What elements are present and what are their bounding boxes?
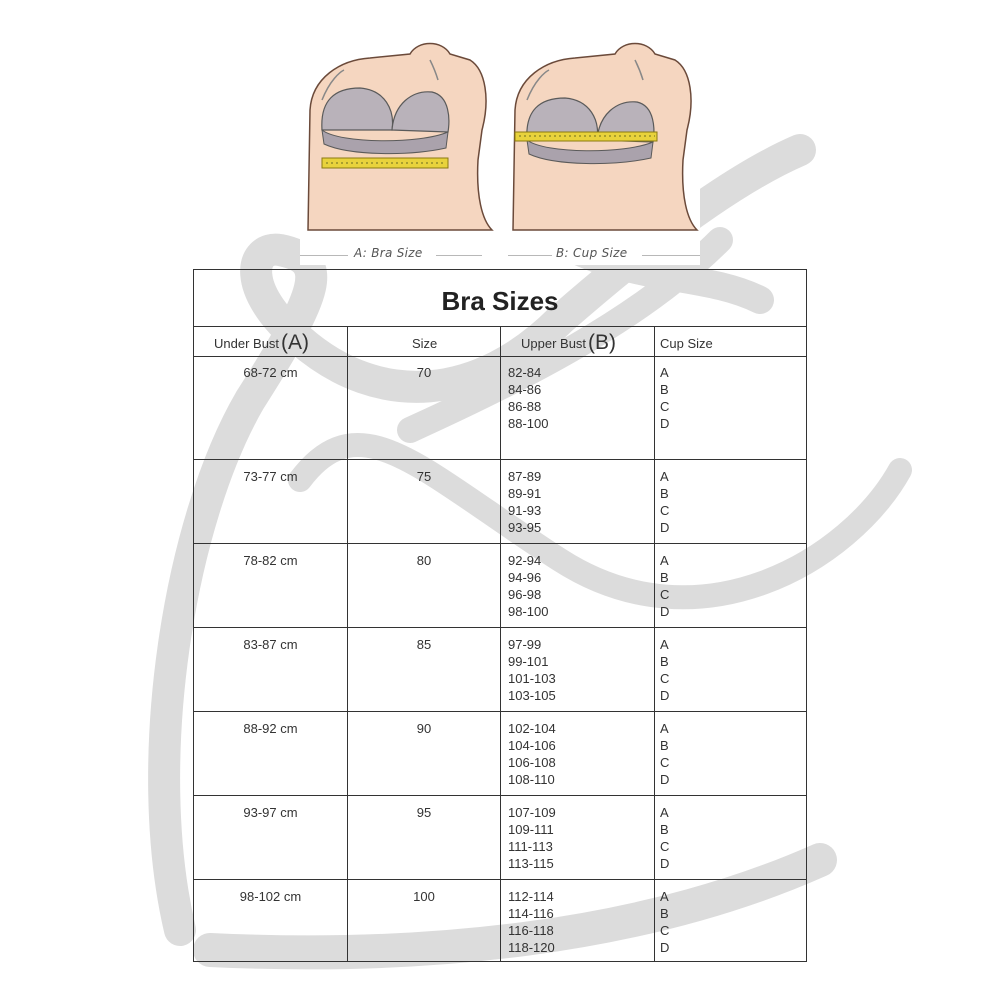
row-divider [194,879,806,880]
upper-bust-value: 102-104 [508,721,556,736]
cell-under-bust: 68-72 cm [243,365,298,380]
upper-bust-value: 104-106 [508,738,556,753]
cup-value: B [660,738,669,753]
upper-bust-value: 94-96 [508,570,542,585]
cell-upper-bust [508,804,556,872]
cell-size: 95 [416,805,432,820]
upper-bust-value: 109-111 [508,822,554,837]
cup-value: B [660,486,669,501]
header-upper-bust-mark: (B) [588,331,617,354]
upper-bust-value: 112-114 [508,889,554,904]
upper-bust-value: 106-108 [508,755,556,770]
cell-cup-size [660,364,669,432]
upper-bust-value: 93-95 [508,520,542,535]
cell-cup-size [660,888,669,956]
cup-value: A [660,553,669,568]
header-cup-size: Cup Size [660,335,713,351]
caption-divider [642,255,700,256]
caption-bra-size: A: Bra Size [354,246,423,260]
cell-cup-size [660,804,669,872]
cup-value: A [660,637,669,652]
upper-bust-value: 86-88 [508,399,542,414]
cup-value: C [660,671,670,686]
upper-bust-value: 96-98 [508,587,542,602]
cell-cup-size [660,552,669,620]
cup-value: C [660,587,670,602]
cell-size: 80 [416,553,432,568]
upper-bust-value: 99-101 [508,654,549,669]
upper-bust-value: 107-109 [508,805,556,820]
cup-value: A [660,805,669,820]
row-divider [194,711,806,712]
upper-bust-value: 116-118 [508,923,554,938]
caption-divider [300,255,348,256]
cell-under-bust: 78-82 cm [243,553,298,568]
cell-under-bust: 83-87 cm [243,637,298,652]
upper-bust-value: 108-110 [508,772,555,787]
upper-bust-value: 87-89 [508,469,542,484]
header-size: Size [412,335,438,351]
cup-value: C [660,839,670,854]
row-divider [194,795,806,796]
cell-upper-bust [508,720,556,788]
measurement-illustration [300,20,700,265]
cell-cup-size [660,720,669,788]
cup-value: C [660,503,670,518]
header-under-bust-mark: (A) [281,331,310,354]
cup-value: D [660,416,670,431]
row-divider [194,627,806,628]
upper-bust-value: 89-91 [508,486,542,501]
cup-value: B [660,822,669,837]
cup-value: A [660,469,669,484]
upper-bust-value: 98-100 [508,604,549,619]
caption-divider [436,255,482,256]
upper-bust-value: 103-105 [508,688,556,703]
cell-size: 100 [413,889,435,904]
row-divider [194,459,806,460]
header-under-bust-label: Under Bust [214,335,280,351]
upper-bust-value: 92-94 [508,553,542,568]
cup-value: C [660,923,670,938]
header-under-bust [214,330,309,356]
cell-size: 90 [416,721,432,736]
cup-value: D [660,604,670,619]
cell-upper-bust [508,468,541,536]
cup-value: A [660,889,669,904]
cell-upper-bust [508,636,556,704]
upper-bust-value: 97-99 [508,637,542,652]
figure-bra-size [308,44,492,231]
cup-value: B [660,654,669,669]
cell-cup-size [660,636,669,704]
figure-cup-size [513,44,697,231]
header-upper-bust-label: Upper Bust [521,335,587,351]
upper-bust-value: 113-115 [508,856,554,871]
cup-value: B [660,570,669,585]
cell-size: 85 [416,637,432,652]
cell-upper-bust [508,888,555,956]
cell-upper-bust [508,364,548,432]
upper-bust-value: 82-84 [508,365,542,380]
cup-value: B [660,906,669,921]
upper-bust-value: 114-116 [508,906,554,921]
cup-value: A [660,365,669,380]
caption-cup-size: B: Cup Size [556,246,628,260]
upper-bust-value: 101-103 [508,671,556,686]
column-divider [500,326,501,961]
cell-upper-bust [508,552,548,620]
cell-cup-size [660,468,669,536]
cup-value: B [660,382,669,397]
cell-under-bust: 73-77 cm [243,469,298,484]
upper-bust-value: 88-100 [508,416,549,431]
cell-size: 70 [416,365,432,380]
upper-bust-value: 111-113 [508,839,553,854]
upper-bust-value: 118-120 [508,940,555,955]
upper-bust-value: 84-86 [508,382,542,397]
cup-value: C [660,755,670,770]
cup-value: D [660,856,670,871]
cup-value: D [660,772,670,787]
cup-value: D [660,688,670,703]
upper-bust-value: 91-93 [508,503,542,518]
caption-divider [508,255,552,256]
header-upper-bust [521,330,616,356]
header-divider [194,356,806,357]
row-divider [194,543,806,544]
cell-size: 75 [416,469,432,484]
cup-value: D [660,520,670,535]
table-title: Bra Sizes [194,270,806,327]
bra-size-table [193,269,807,962]
cup-value: C [660,399,670,414]
column-divider [654,326,655,961]
cell-under-bust: 88-92 cm [243,721,298,736]
cell-under-bust: 98-102 cm [239,889,302,904]
cup-value: D [660,940,670,955]
cell-under-bust: 93-97 cm [243,805,298,820]
cup-value: A [660,721,669,736]
